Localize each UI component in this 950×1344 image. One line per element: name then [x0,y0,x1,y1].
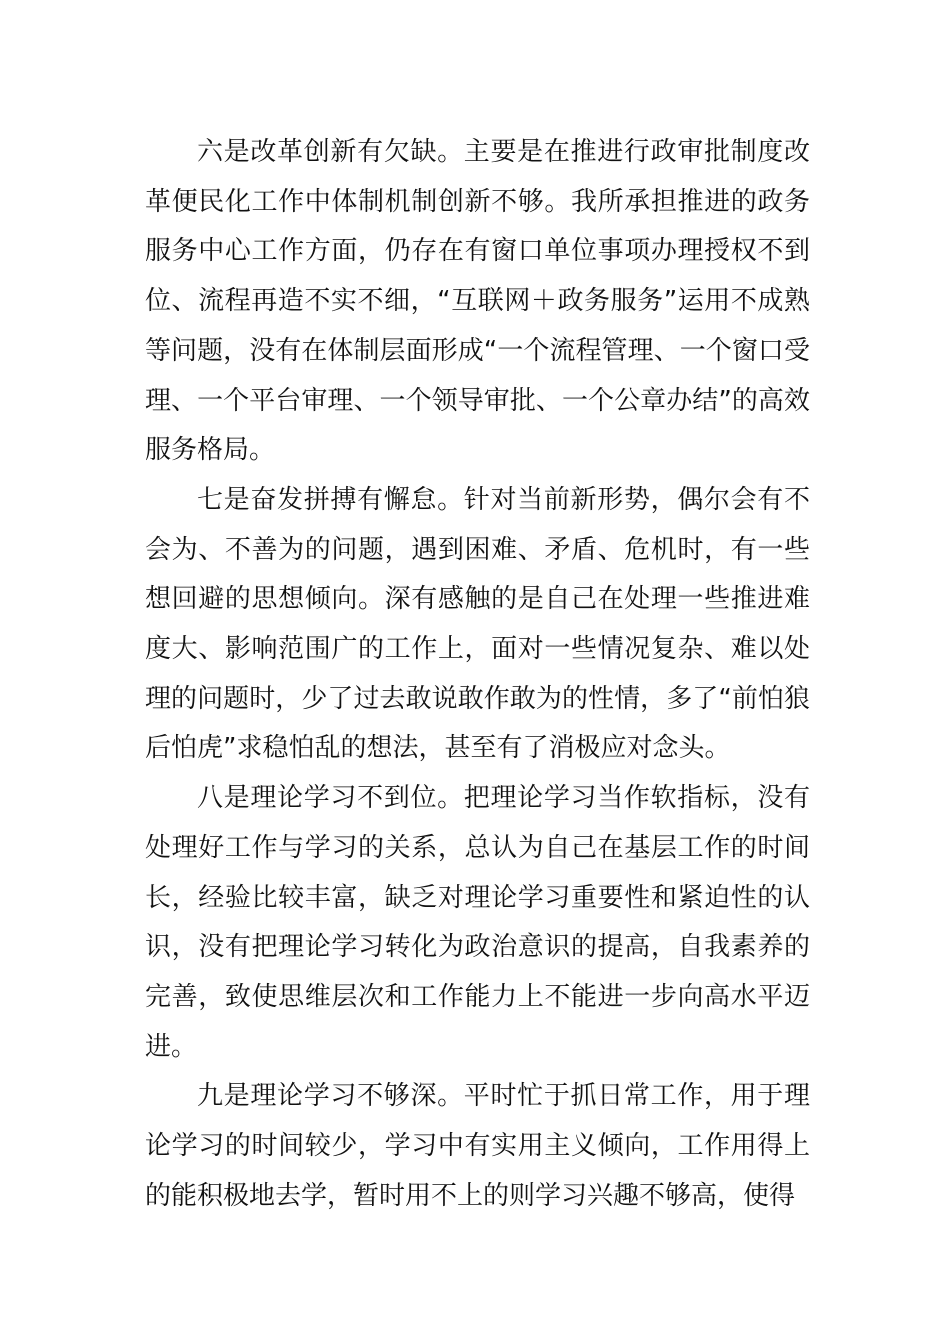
document-body [145,128,810,1221]
paragraph-seven: 七是奋发拼搏有懈怠。针对当前新形势，偶尔会有不会为、不善为的问题，遇到困难、矛盾、危机时，有一些想回避的思想倾向。深有感触的是自己在处理一些推进难度大、影响范围广的工作上，面对一些情况复杂、难以处理的问题时，少了过去敢说敢作敢为的性情，多了“前怕狼后怕虎”求稳怕乱的想法，甚至有了消极应对念头。 [145,484,810,764]
paragraph-nine: 九是理论学习不够深。平时忙于抓日常工作，用于理论学习的时间较少，学习中有实用主义倾向，工作用得上的能积极地去学，暂时用不上的则学习兴趣不够高，使得 [145,1081,810,1211]
paragraph-eight: 八是理论学习不到位。把理论学习当作软指标，没有处理好工作与学习的关系，总认为自己在基层工作的时间长，经验比较丰富，缺乏对理论学习重要性和紧迫性的认识，没有把理论学习转化为政治意识的提高，自我素养的完善，致使思维层次和工作能力上不能进一步向高水平迈进。 [145,783,810,1062]
paragraph-six: 六是改革创新有欠缺。主要是在推进行政审批制度改革便民化工作中体制机制创新不够。我所承担推进的政务服务中心工作方面，仍存在有窗口单位事项办理授权不到位、流程再造不实不细，“互联网＋政务服务”运用不成熟等问题，没有在体制层面形成“一个流程管理、一个窗口受理、一个平台审理、一个领导审批、一个公章办结”的高效服务格局。 [145,137,810,466]
